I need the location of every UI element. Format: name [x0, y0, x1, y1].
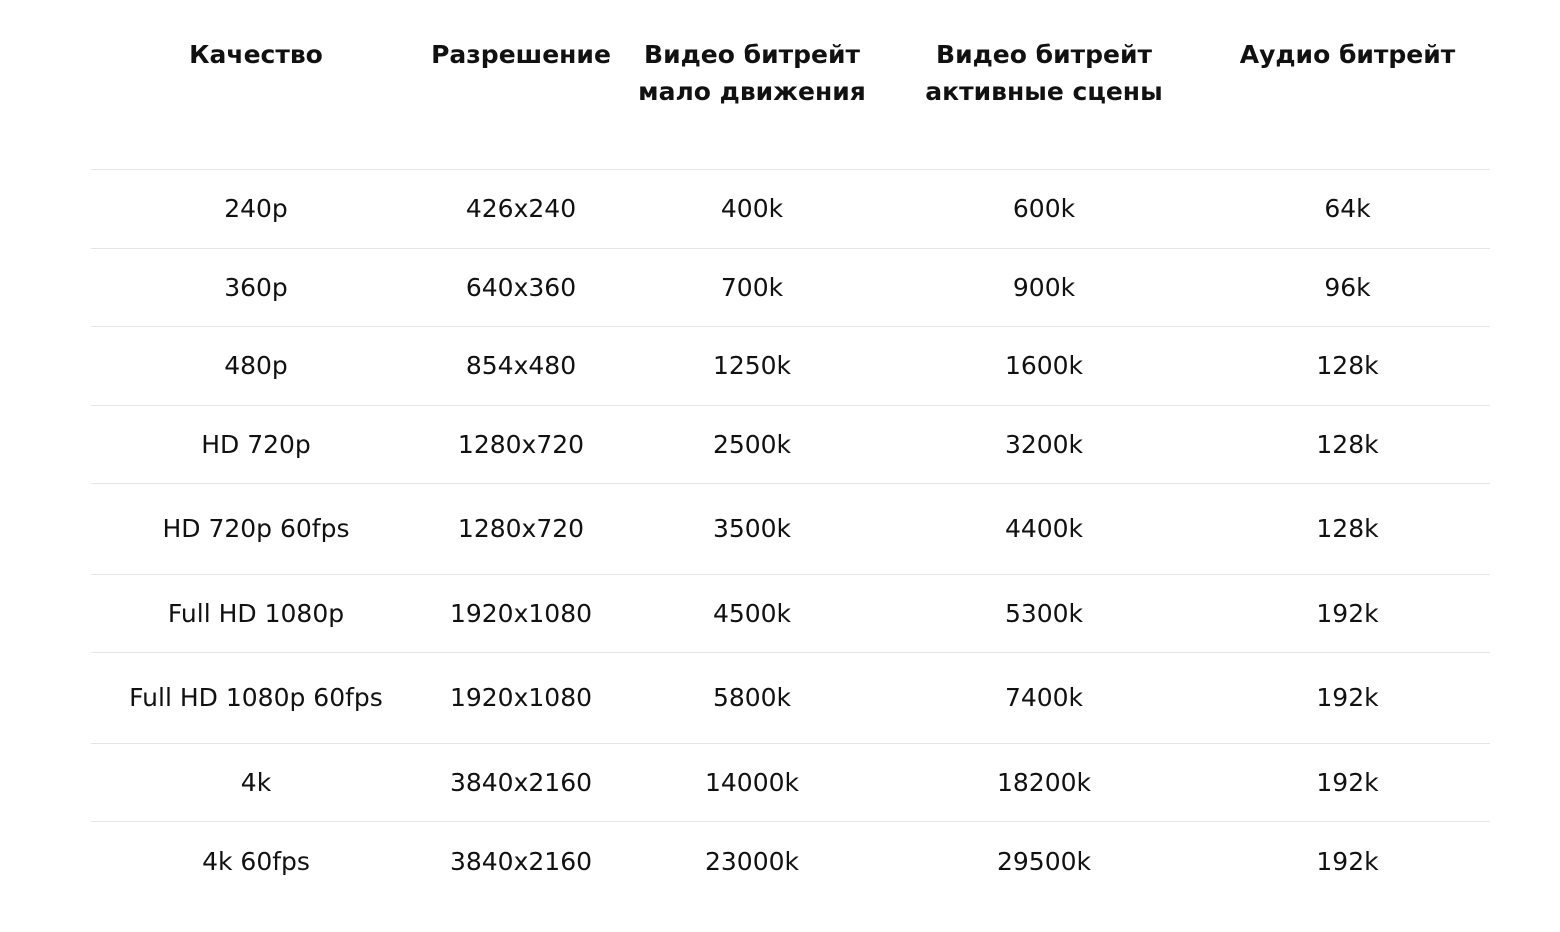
header-video-bitrate-active-line2: активные сцены — [925, 77, 1163, 106]
header-quality-label: Качество — [189, 40, 323, 69]
cell-resolution: 1920x1080 — [449, 683, 593, 713]
cell-resolution: 640x360 — [465, 272, 577, 302]
table-row — [91, 744, 1490, 823]
cell-resolution: 426x240 — [465, 194, 577, 224]
cell-audio-bitrate: 128k — [1316, 514, 1379, 544]
cell-quality: 4k 60fps — [202, 846, 310, 876]
cell-audio-bitrate: 128k — [1316, 351, 1379, 381]
table-row — [91, 575, 1490, 654]
cell-video-bitrate-active: 7400k — [1004, 683, 1084, 713]
cell-video-bitrate-active: 3200k — [1004, 429, 1084, 459]
cell-quality: Full HD 1080p 60fps — [129, 683, 383, 713]
header-video-bitrate-low-line1: Видео битрейт — [644, 40, 860, 69]
cell-quality: 360p — [224, 272, 288, 302]
cell-video-bitrate-active: 18200k — [996, 767, 1091, 797]
cell-video-bitrate-low: 3500k — [712, 514, 792, 544]
table-row — [91, 406, 1490, 485]
cell-video-bitrate-low: 4500k — [712, 598, 792, 628]
header-video-bitrate-active-scenes — [883, 0, 1205, 110]
header-video-bitrate-low-line2: мало движения — [638, 77, 866, 106]
header-video-bitrate-low-motion — [621, 0, 883, 110]
cell-audio-bitrate: 192k — [1316, 846, 1379, 876]
cell-resolution: 3840x2160 — [449, 767, 593, 797]
cell-audio-bitrate: 128k — [1316, 429, 1379, 459]
table-row — [91, 484, 1490, 575]
header-resolution — [421, 0, 621, 73]
table-header-row — [91, 0, 1490, 170]
cell-resolution: 3840x2160 — [449, 846, 593, 876]
cell-video-bitrate-active: 600k — [1012, 194, 1076, 224]
cell-video-bitrate-low: 14000k — [704, 767, 799, 797]
cell-quality: HD 720p 60fps — [162, 514, 350, 544]
cell-audio-bitrate: 192k — [1316, 767, 1379, 797]
cell-quality: 240p — [224, 194, 288, 224]
table-row — [91, 653, 1490, 744]
header-quality — [91, 0, 421, 73]
header-resolution-label: Разрешение — [431, 40, 611, 69]
cell-resolution: 1920x1080 — [449, 598, 593, 628]
cell-resolution: 1280x720 — [457, 429, 585, 459]
cell-resolution: 1280x720 — [457, 514, 585, 544]
header-audio-bitrate — [1205, 0, 1490, 73]
cell-video-bitrate-active: 1600k — [1004, 351, 1084, 381]
table-row — [91, 822, 1490, 901]
cell-audio-bitrate: 192k — [1316, 683, 1379, 713]
cell-audio-bitrate: 64k — [1324, 194, 1371, 224]
cell-video-bitrate-low: 400k — [720, 194, 784, 224]
cell-video-bitrate-active: 4400k — [1004, 514, 1084, 544]
cell-audio-bitrate: 96k — [1324, 272, 1371, 302]
cell-quality: 4k — [240, 767, 272, 797]
cell-video-bitrate-low: 700k — [720, 272, 784, 302]
cell-quality: Full HD 1080p — [167, 598, 345, 628]
header-video-bitrate-active-line1: Видео битрейт — [936, 40, 1152, 69]
cell-video-bitrate-active: 5300k — [1004, 598, 1084, 628]
header-audio-bitrate-label: Аудио битрейт — [1239, 40, 1456, 69]
cell-quality: HD 720p — [201, 429, 311, 459]
table-row — [91, 170, 1490, 249]
cell-video-bitrate-active: 900k — [1012, 272, 1076, 302]
cell-video-bitrate-active: 29500k — [996, 846, 1091, 876]
table-row — [91, 249, 1490, 328]
cell-audio-bitrate: 192k — [1316, 598, 1379, 628]
cell-quality: 480p — [224, 351, 288, 381]
table-row — [91, 327, 1490, 406]
cell-video-bitrate-low: 2500k — [712, 429, 792, 459]
cell-video-bitrate-low: 5800k — [712, 683, 792, 713]
cell-video-bitrate-low: 23000k — [704, 846, 799, 876]
cell-resolution: 854x480 — [465, 351, 577, 381]
cell-video-bitrate-low: 1250k — [712, 351, 792, 381]
bitrate-table — [91, 0, 1490, 901]
